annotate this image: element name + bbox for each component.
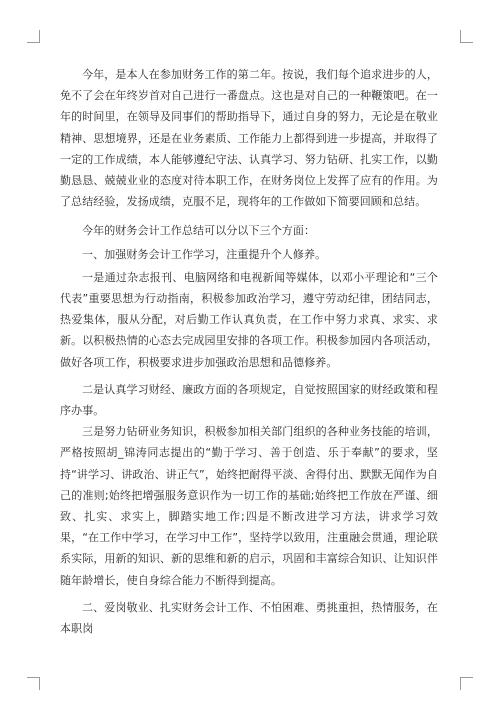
section-heading-2: 二、爱岗敬业、扎实财务会计工作、不怕困难、勇挑重担，热情服务，在本职岗 [60, 600, 438, 636]
intro-paragraph: 今年，是本人在参加财务工作的第二年。按说，我们每个追求进步的人，免不了会在年终岁首对自己进行一番盘点。这也是对自己的一种鞭策吧。在一年的时间里，在领导及同事们的帮助指导下，通过自身的努力，无论是在敬业精神、思想境界，还是在业务素质、工作能力上都得到进一步提高，并取得了一定的工作成绩，本人能够遵纪守法、认真学习、努力钻研、扎实工作，以勤勤恳恳、兢兢业业的态度对待本职工作，在财务岗位上发挥了应有的作用。为了总结经验，发扬成绩，克服不足，现将年的工作做如下简要回顾和总结。 [60, 68, 438, 209]
crop-mark-bottom-right [460, 677, 473, 690]
summary-intro-paragraph: 今年的财务会计工作总结可以分以下三个方面： [82, 224, 316, 238]
document-body [60, 64, 438, 639]
crop-mark-top-left [27, 30, 40, 43]
point-three-paragraph: 三是努力钻研业务知识，积极参加相关部门组织的各种业务技能的培训，严格按照胡_锦涛同志提出的“勤于学习、善于创造、乐于奉献”的要求，坚持“讲学习、讲政治、讲正气”，始终把耐得平淡、舍得付出、默默无闻作为自己的准则;始终把增强服务意识作为一切工作的基础;始终把工作放在严谨、细致、扎实、求实上，脚踏实地工作;四是不断改进学习方法，讲求学习效果，“在工作中学习，在学习中工作”，坚持学以致用，注重融会贯通，理论联系实际，用新的知识、新的思维和新的启示，巩固和丰富综合知识、让知识伴随年龄增长，使自身综合能力不断得到提高。 [60, 425, 438, 587]
crop-mark-bottom-left [27, 677, 40, 690]
point-one-paragraph: 一是通过杂志报刊、电脑网络和电视新闻等媒体，以邓小平理论和“三个代表”重要思想为行动指南，积极参加政治学习，遵守劳动纪律，团结同志，热爱集体，服从分配，对后勤工作认真负责，在工作中努力求真、求实、求新。以积极热情的心态去完成园里安排的各项工作。积极参加园内各项活动，做好各项工作，积极要求进步加强政治思想和品德修养。 [60, 270, 438, 369]
section-heading-1: 一、加强财务会计工作学习，注重提升个人修养。 [82, 247, 327, 261]
point-two-paragraph: 二是认真学习财经、廉政方面的各项规定，自觉按照国家的财经政策和程序办事。 [60, 382, 438, 418]
crop-mark-top-right [460, 30, 473, 43]
